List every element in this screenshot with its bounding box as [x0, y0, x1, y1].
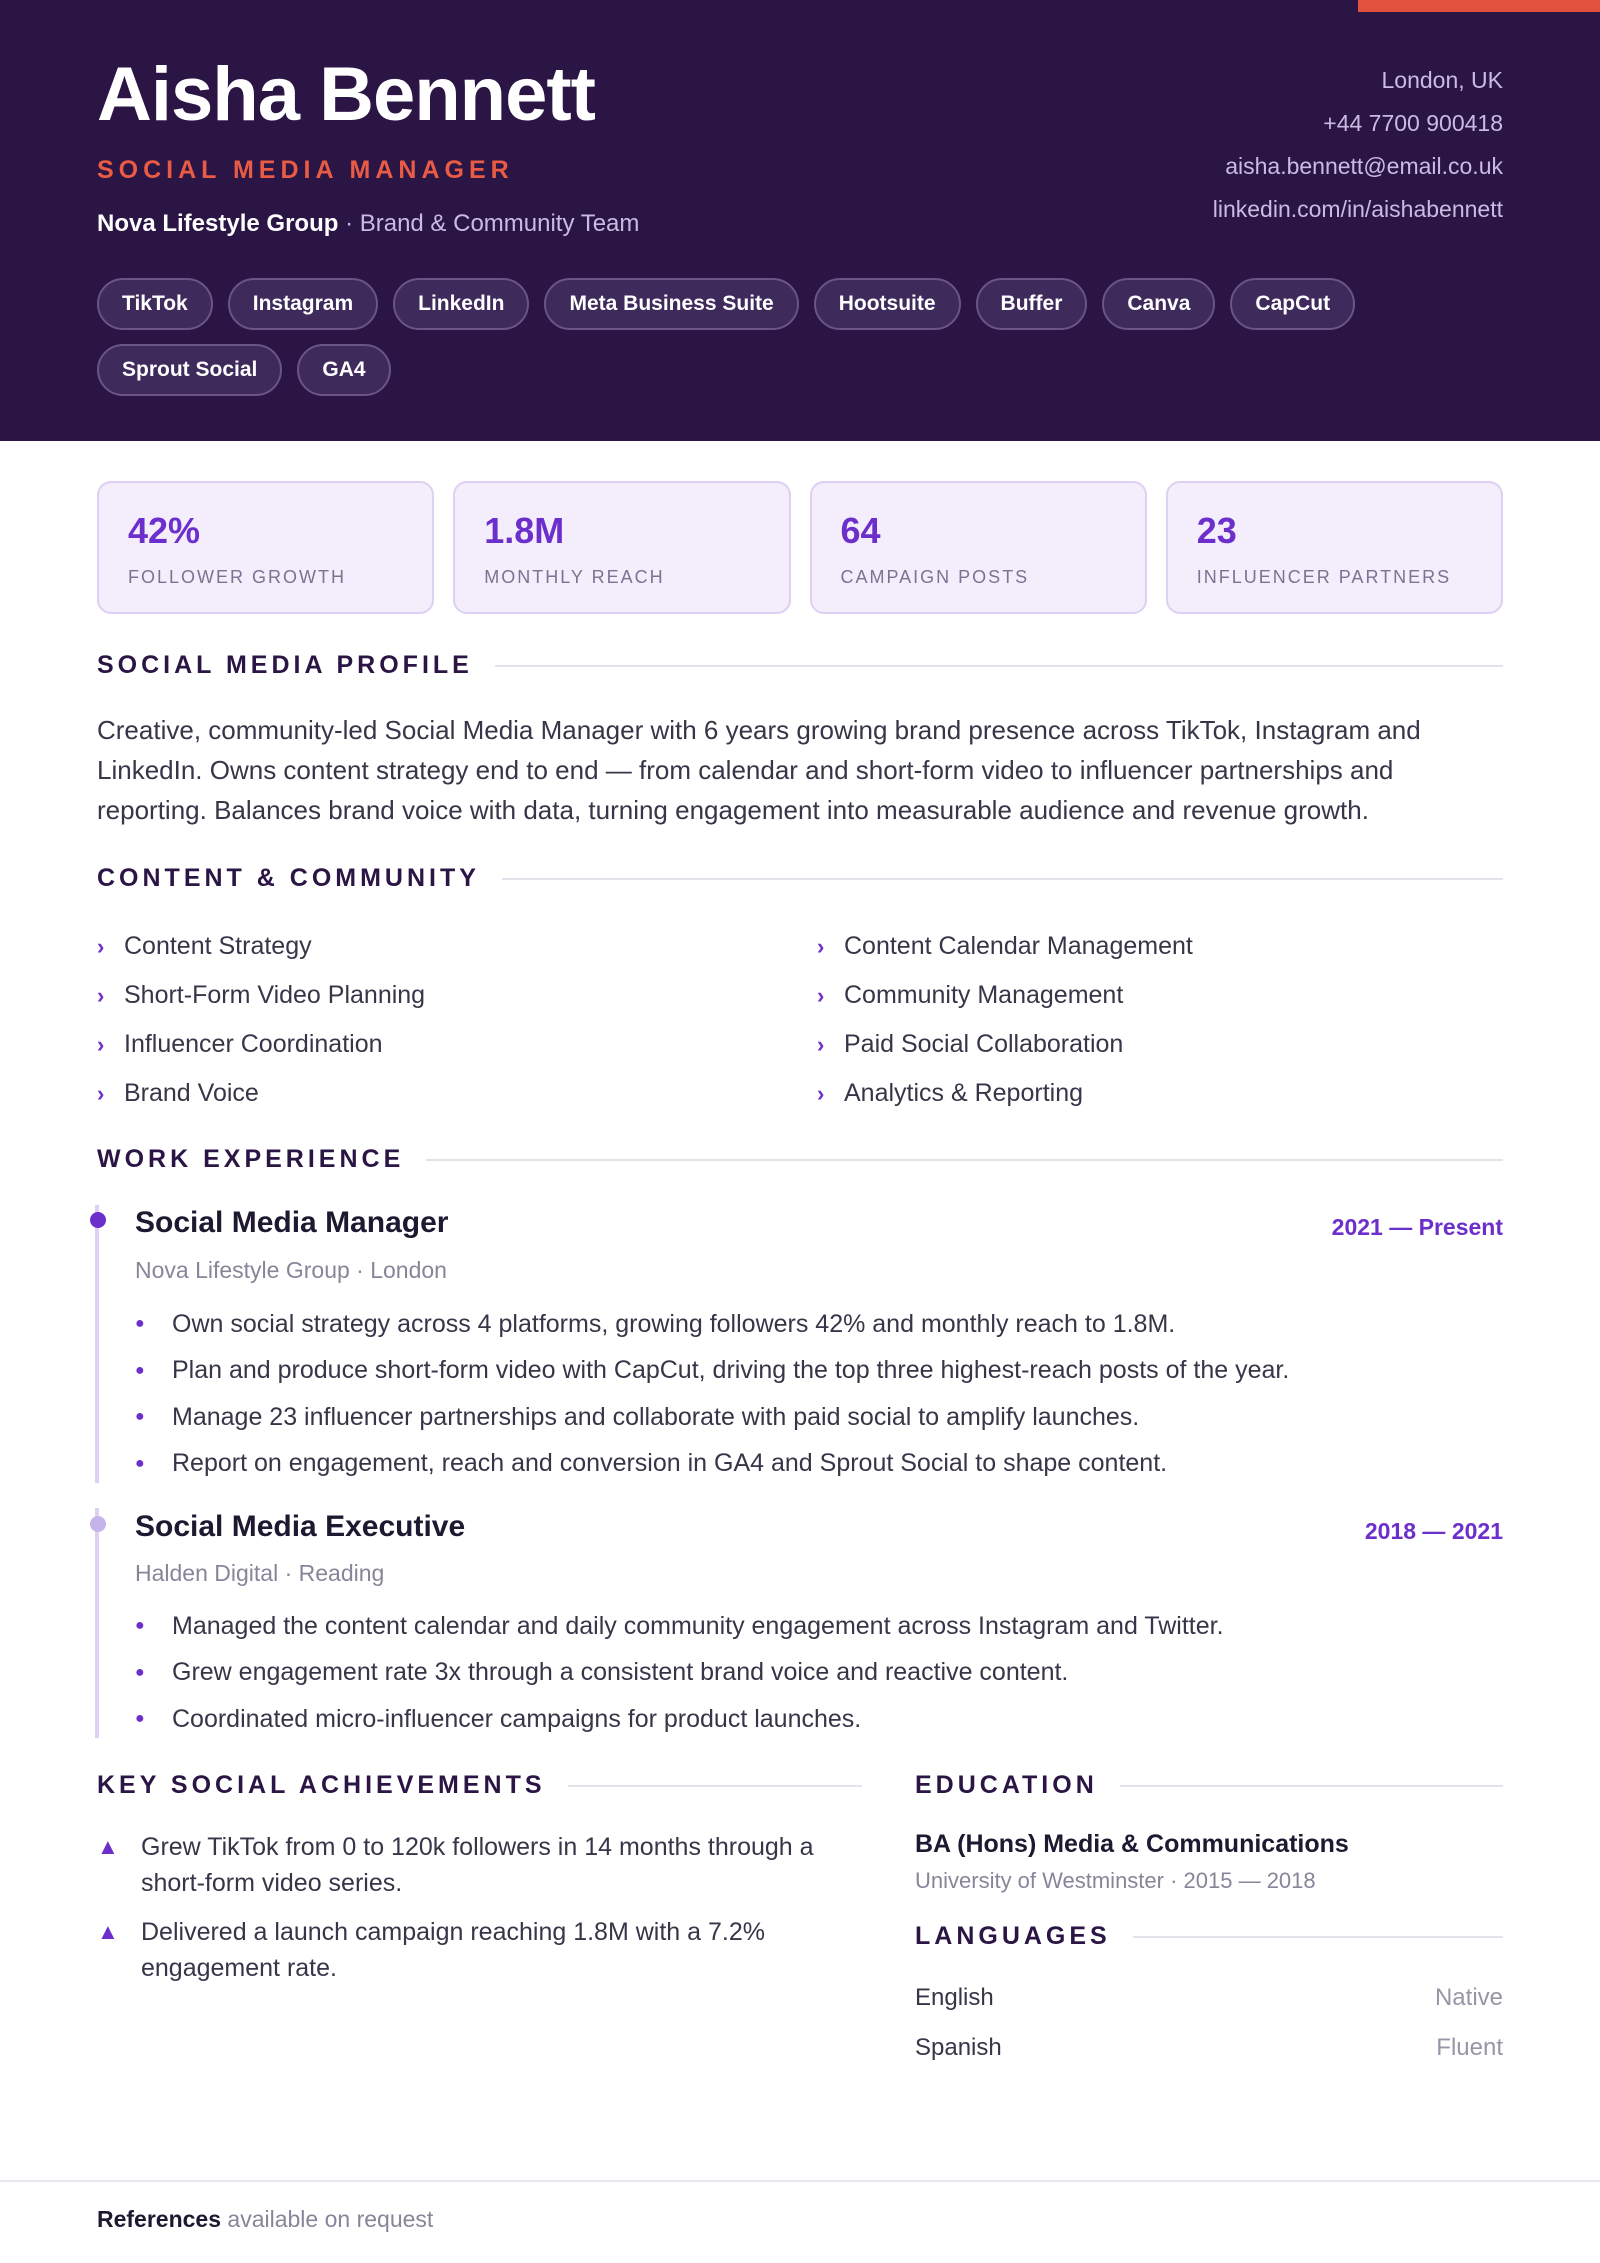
stat-value: 23	[1196, 510, 1237, 551]
language-row	[915, 1984, 1503, 2012]
job-bullet	[135, 1348, 1505, 1395]
job-bullet	[135, 1394, 1505, 1441]
section-divider	[568, 1785, 862, 1787]
bullet-text: Manage 23 influencer partnerships and collaborate with paid social to amplify launches.	[172, 1402, 1140, 1431]
chevron-right-icon: ›	[817, 1080, 825, 1106]
job-organization: Nova Lifestyle Group · London	[135, 1257, 447, 1283]
current-company: Nova Lifestyle Group	[97, 210, 339, 237]
stats-row	[97, 481, 1503, 614]
timeline-dot	[90, 1212, 106, 1228]
contact-email[interactable]: aisha.bennett@email.co.uk	[1225, 153, 1503, 179]
skill-label: Community Management	[844, 981, 1124, 1009]
job-title: Social Media Manager	[135, 1206, 449, 1239]
tool-chip: Sprout Social	[97, 344, 282, 396]
stat-card	[1166, 481, 1503, 614]
experience-section-title	[97, 1145, 1503, 1174]
timeline-line	[95, 1205, 99, 1483]
current-company-line	[97, 210, 639, 238]
section-divider	[426, 1159, 1503, 1161]
achievements-section-title	[97, 1771, 862, 1800]
references-text: available on request	[221, 2206, 434, 2232]
references-label: References	[97, 2206, 222, 2232]
contact-location: London, UK	[1381, 67, 1503, 93]
skill-label: Content Calendar Management	[844, 932, 1193, 960]
section-divider	[502, 878, 1503, 880]
timeline-line	[95, 1508, 99, 1738]
bullet-dot-icon: ●	[135, 1454, 145, 1472]
skill-item	[97, 922, 817, 971]
job-bullet	[135, 1441, 1505, 1488]
stat-value: 1.8M	[484, 510, 565, 551]
tool-chip: TikTok	[97, 278, 213, 330]
tool-chip: GA4	[297, 344, 390, 396]
achievement-item	[97, 1914, 857, 1986]
education-heading: EDUCATION	[915, 1771, 1098, 1799]
skills-section-title	[97, 864, 1503, 893]
job-bullets	[135, 1301, 1505, 1487]
language-level: Native	[1434, 1984, 1503, 2011]
job-organization: Halden Digital · Reading	[135, 1560, 385, 1586]
profile-section-title	[97, 651, 1503, 680]
bullet-dot-icon: ●	[135, 1408, 145, 1426]
triangle-up-icon: ▲	[97, 1919, 119, 1944]
languages-heading: LANGUAGES	[915, 1922, 1111, 1950]
bullet-text: Report on engagement, reach and conversion in GA4 and Sprout Social to shape content.	[172, 1449, 1168, 1478]
profile-heading: SOCIAL MEDIA PROFILE	[97, 651, 473, 679]
candidate-name: Aisha Bennett	[97, 52, 595, 137]
achievement-text: Grew TikTok from 0 to 120k followers in 14 months through a short-form video series.	[141, 1833, 814, 1897]
footer-divider	[0, 2180, 1600, 2182]
job-bullets	[135, 1603, 1505, 1743]
job-bullet	[135, 1301, 1505, 1348]
tool-chip: Canva	[1102, 278, 1215, 330]
profile-summary: Creative, community-led Social Media Manager with 6 years growing brand presence across TikTok, Instagram and LinkedIn. Owns content strategy end to end — from calendar and short-form video to influencer partnerships and reporting. Balances brand voice with data, turning engagement into measurable audience and revenue growth.	[97, 715, 1421, 825]
stat-label: INFLUENCER PARTNERS	[1196, 567, 1452, 587]
languages-section-title	[915, 1922, 1503, 1951]
skill-label: Brand Voice	[124, 1079, 259, 1107]
triangle-up-icon: ▲	[97, 1834, 119, 1859]
bullet-dot-icon: ●	[135, 1315, 145, 1333]
references-note	[97, 2206, 433, 2233]
accent-bar	[1358, 0, 1600, 12]
skill-item	[97, 971, 817, 1020]
section-divider	[1120, 1785, 1503, 1787]
bullet-dot-icon: ●	[135, 1361, 145, 1379]
timeline-dot	[90, 1516, 106, 1532]
skill-item	[97, 1069, 817, 1118]
education-section-title	[915, 1771, 1503, 1800]
skill-item	[817, 922, 1517, 971]
bullet-dot-icon: ●	[135, 1710, 145, 1728]
tool-chip: Instagram	[228, 278, 378, 330]
resume-header	[0, 0, 1600, 441]
section-divider	[495, 665, 1503, 667]
chevron-right-icon: ›	[97, 1080, 105, 1106]
chevron-right-icon: ›	[817, 933, 825, 959]
stat-label: CAMPAIGN POSTS	[840, 567, 1030, 587]
section-divider	[1133, 1936, 1503, 1938]
job-dates: 2018 — 2021	[1364, 1518, 1503, 1544]
current-team: · Brand & Community Team	[345, 210, 640, 237]
job-dates: 2021 — Present	[1331, 1214, 1503, 1240]
job-role: SOCIAL MEDIA MANAGER	[97, 156, 514, 184]
contact-linkedin[interactable]: linkedin.com/in/aishabennett	[1212, 196, 1503, 222]
tool-chip: Hootsuite	[814, 278, 961, 330]
bullet-dot-icon: ●	[135, 1663, 145, 1681]
skills-heading: CONTENT & COMMUNITY	[97, 864, 480, 892]
achievements-heading: KEY SOCIAL ACHIEVEMENTS	[97, 1771, 546, 1799]
chevron-right-icon: ›	[817, 982, 825, 1008]
achievement-item	[97, 1829, 857, 1901]
tool-chip: CapCut	[1230, 278, 1355, 330]
tool-chip: LinkedIn	[393, 278, 529, 330]
stat-label: FOLLOWER GROWTH	[128, 567, 346, 587]
school-info: University of Westminster · 2015 — 2018	[915, 1868, 1316, 1893]
language-row	[915, 2034, 1503, 2062]
skill-label: Analytics & Reporting	[844, 1079, 1084, 1107]
achievement-text: Delivered a launch campaign reaching 1.8M with a 7.2% engagement rate.	[141, 1918, 765, 1982]
skill-label: Short-Form Video Planning	[124, 981, 426, 1009]
language-name: Spanish	[915, 2034, 1002, 2061]
stat-card	[810, 481, 1147, 614]
tool-chip: Buffer	[976, 278, 1088, 330]
chevron-right-icon: ›	[97, 933, 105, 959]
stat-value: 64	[840, 510, 881, 551]
degree-title: BA (Hons) Media & Communications	[915, 1830, 1349, 1858]
job-bullet	[135, 1603, 1505, 1650]
stat-card	[453, 481, 790, 614]
skill-item	[817, 1020, 1517, 1069]
contact-phone[interactable]: +44 7700 900418	[1323, 110, 1503, 136]
bullet-text: Own social strategy across 4 platforms, growing followers 42% and monthly reach to 1.8M.	[172, 1309, 1176, 1338]
bullet-text: Coordinated micro-influencer campaigns for product launches.	[172, 1704, 862, 1733]
chevron-right-icon: ›	[97, 1031, 105, 1057]
bullet-text: Grew engagement rate 3x through a consistent brand voice and reactive content.	[172, 1658, 1069, 1687]
skills-list	[97, 922, 1517, 1118]
bullet-text: Managed the content calendar and daily community engagement across Instagram and Twitter.	[172, 1611, 1224, 1640]
stat-card	[97, 481, 434, 614]
skill-label: Content Strategy	[124, 932, 312, 960]
skill-item	[817, 971, 1517, 1020]
bullet-text: Plan and produce short-form video with CapCut, driving the top three highest-reach posts of the year.	[172, 1356, 1290, 1385]
job-title: Social Media Executive	[135, 1510, 466, 1543]
job-bullet	[135, 1696, 1505, 1743]
contact-block	[1213, 62, 1503, 234]
skill-label: Influencer Coordination	[124, 1030, 383, 1058]
language-level: Fluent	[1436, 2034, 1503, 2061]
chevron-right-icon: ›	[817, 1031, 825, 1057]
chevron-right-icon: ›	[97, 982, 105, 1008]
skill-item	[817, 1069, 1517, 1118]
tool-chips	[97, 278, 1397, 396]
bullet-dot-icon: ●	[135, 1617, 145, 1635]
tool-chip: Meta Business Suite	[544, 278, 798, 330]
language-name: English	[915, 1984, 994, 2011]
skill-item	[97, 1020, 817, 1069]
job-bullet	[135, 1650, 1505, 1697]
skill-label: Paid Social Collaboration	[844, 1030, 1124, 1058]
experience-heading: WORK EXPERIENCE	[97, 1145, 405, 1173]
stat-label: MONTHLY REACH	[484, 567, 665, 587]
stat-value: 42%	[128, 510, 201, 551]
